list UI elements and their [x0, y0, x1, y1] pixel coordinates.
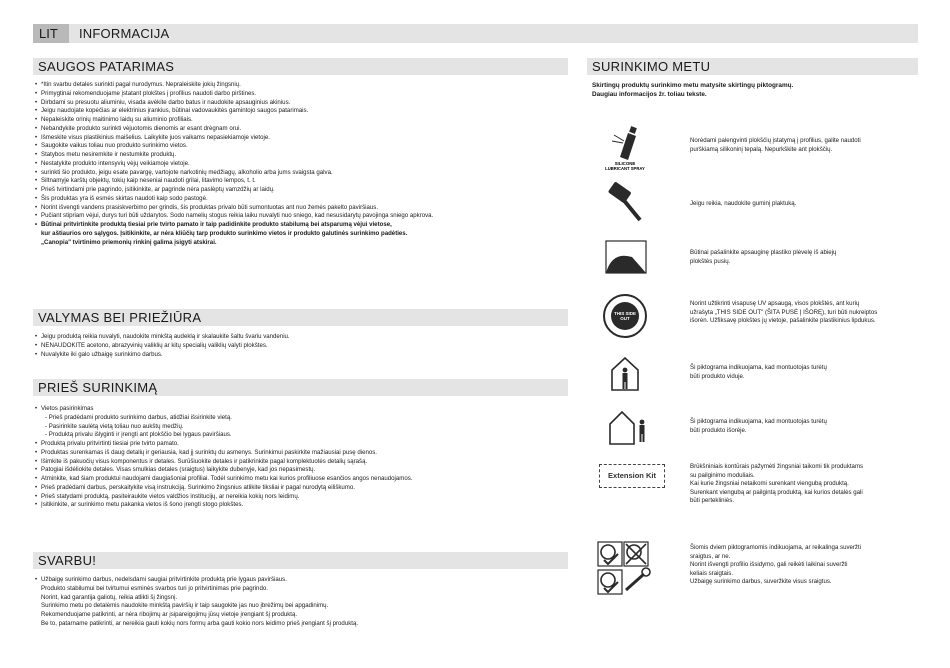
safety-item: kur aštiaurios oro sąlygos. Įsitikinkite, ar nėra kliūčių tarp produkto surinkimo vietos ir produkto galutinės surinkimo padėties.	[41, 229, 408, 237]
safety-item: • Statybos metu nesiremkite ir nestumkite produktų.	[35, 151, 433, 160]
picto-text-line: Būtinai pašalinkite apsauginę plastiko plėvelę iš abiejų	[690, 249, 837, 256]
safety-item: • Nepaleiskite orinių maitinimo laidų su aliuminio profiliais.	[35, 116, 433, 125]
cleaning-item: • NENAUDOKITE acetono, abrazyvinių valiklių ar kitų specialių valiklių valyti plokštes.	[35, 342, 290, 351]
installer-inside-icon	[594, 350, 656, 398]
before-item: • Atminkite, kad šiam produktui naudojami daugiašoniai profiliai. Todėl surinkimo metu kai kurios profiliuose esančios angos nenaudojamos.	[35, 475, 412, 484]
safety-item: • Primygtinai rekomenduojame įstatant plokštes į profilius naudoti darbo pirštines.	[35, 90, 433, 99]
important-item: Norint, kad garantija galiotų, reikia atlikti šį žingsnį.	[41, 593, 178, 601]
picto-text-line: Šiomis dviem piktogramomis indikuojama, ar reikalinga suveržti	[690, 544, 862, 551]
assembly-heading: SURINKIMO METU	[587, 58, 918, 75]
safety-item: • *Itin svarbu detales surinkti pagal nurodymus. Nepraleiskite jokių žingsnių.	[35, 81, 433, 90]
safety-item: • Dirbdami su presuotu aliuminiu, visada avėkite darbo batus ir naudokite apsauginius akinius.	[35, 99, 433, 108]
picto-text-0	[690, 137, 916, 154]
picto-text-line: būti produkto išorėje.	[690, 426, 747, 434]
picto-text-line: būti produkto viduje.	[690, 372, 745, 380]
intro-line-1: Skirtingų produktų surinkimo metu matysite skirtingų piktogramų.	[592, 82, 794, 89]
cleaning-item: • Jeigu produktą reikia nuvalyti, naudokite minkštą audeklą ir skalaukite šaltu švariu vandeniu.	[35, 333, 290, 342]
safety-heading: SAUGOS PATARIMAS	[33, 58, 568, 75]
picto-text-line: purškiamą silikoninį tepalą. Nepurkškite ant plokščių.	[690, 145, 833, 153]
picto-text-line: Norėdami palengvinti plokščių įstatymą į profilius, galite naudoti	[690, 137, 861, 144]
important-item: Rekomenduojame patikrinti, ar nėra ribojimų ar įsipareigojimų jūsų vietoje įrengiant šį produktą.	[41, 611, 298, 618]
before-item: • Įsitikinkite, ar surinkimo metu pakanka vietos iš šono įrengti stogo plokštes.	[35, 501, 412, 510]
cleaning-heading: VALYMAS BEI PRIEŽIŪRA	[33, 309, 568, 326]
safety-item: • Nebandykite produkto surinkti vėjuotomis dienomis ar esant drėgnam orui.	[35, 125, 433, 134]
picto-text-line: sraigtus, ar ne.	[690, 552, 731, 560]
important-heading: SVARBU!	[33, 552, 568, 569]
picto-text-line: Jeigu reikia, naudokite guminį plaktuką.	[690, 200, 797, 207]
language-code: LIT	[33, 24, 69, 43]
picto-text-line: plokštės pusių.	[690, 257, 731, 265]
extension-kit-label: Extension Kit	[599, 464, 665, 488]
picto-text-line: Užbaigę surinkimo darbus, suveržkite visus sraigtus.	[690, 578, 832, 586]
this-side-out-badge	[603, 294, 647, 338]
picto-text-line: Norint užtikrinti visapusę UV apsaugą, visos plokštės, ant kurių	[690, 300, 860, 307]
picto-text-line: su pailginimo moduliais.	[690, 471, 755, 479]
picto-text-line: Brūkšniniais kontūrais pažymėti žingsniai taikomi tik produktams	[690, 463, 864, 470]
page-title: INFORMACIJA	[79, 26, 170, 41]
safety-item: • Pučiant stipriam vėjui, durys turi būti uždarytos. Sodo namelių stogus reikia laiku nuvalyti nuo sniego, kad nesusidarytų pavojinga sniego apkrova.	[35, 212, 433, 221]
safety-item: • Būtinai pritvirtinkite produktą tiesiai prie tvirto pamato ir taip padidinkite produkto stabilumą bei atsparumą vėjui vietose,	[35, 221, 433, 230]
silicone-label-1: SILICONE	[614, 161, 636, 166]
picto-text-line: išorėn. Užfiksavę plokštes jų vietoje, pašalinkite plastikinius lipdukus.	[690, 317, 876, 325]
picto-text-line: keliais sraigtais.	[690, 569, 734, 577]
silicone-label-2: LUBRICANT SPRAY	[605, 166, 645, 171]
safety-item: • Siltnamyje karštų objektų, tokių kaip neseniai naudoti grilai, litavimo lempos, t. t.	[35, 177, 433, 186]
picto-text-line: Surenkant viengubą ar pailgintą produktą, kai kurios detalės gali	[690, 488, 863, 496]
safety-item: • Norint išvengti vandens prasiskverbimo per grindis, šis produktas privalo būti sumontuotas ant nuo žemės pakelto paviršiaus.	[35, 204, 433, 213]
before-item: - Pasirinkite saulėtą vietą toliau nuo aukštų medžių.	[45, 422, 184, 430]
picto-text-4	[690, 364, 916, 381]
safety-item: • Šis produktas yra iš esmės skirtas naudoti kaip sodo pastogė.	[35, 195, 433, 204]
safety-item: • Nestatykite produkto intensyvių vėjų veikiamoje vietoje.	[35, 160, 433, 169]
picto-text-line: užrašyta „THIS SIDE OUT" (ŠITA PUSĖ Į IŠORĘ), turi būti nukreiptos	[690, 308, 878, 316]
picto-text-5	[690, 418, 916, 435]
extension-kit-icon	[594, 458, 674, 506]
screw-tighten-icon	[594, 538, 664, 608]
picto-text-3	[690, 300, 916, 326]
before-item: • Prieš pradėdami darbus, perskaitykite visą instrukciją. Surinkimo žingsnius atlikite tiksliai ir pagal nurodytą eiliškumo.	[35, 484, 412, 493]
safety-item: • Prieš tvirtindami prie pagrindo, įsitikinkite, ar pagrinde nėra paslėptų vamzdžių ar laidų.	[35, 186, 433, 195]
before-item: • Produktą privalu pritvirtinti tiesiai prie tvirto pamato.	[35, 440, 412, 449]
picto-text-line: Ši piktograma indikuojama, kad montuotojas turėtų	[690, 418, 827, 425]
important-item: Surinkimo metu po detalėmis naudokite minkštą paviršių ir taip saugokite jas nuo įbrėžimų bei apgadinimų.	[41, 602, 329, 610]
picto-text-line: būti pertekliniės.	[690, 497, 735, 505]
intro-line-2: Daugiau informacijos žr. toliau tekste.	[592, 91, 707, 98]
top-bar	[33, 24, 918, 43]
before-heading: PRIEŠ SURINKIMĄ	[33, 379, 568, 396]
assembly-intro	[592, 81, 912, 99]
picto-text-line: Norint išvengti profilio išsidymo, gali reikėti laikinai suveržti	[690, 561, 848, 569]
picto-text-line: Ši piktograma indikuojama, kad montuotojas turėtų	[690, 364, 827, 371]
important-item: Produkto stabilumui bei tvirtumui esminės svarbos turi jo pritvirtinimas prie pagrindo.	[41, 584, 268, 592]
important-item: • Užbaigę surinkimo darbus, nedelsdami saugiai pritvirtinkite produktą prie lygaus paviršiaus.	[35, 576, 358, 585]
safety-item: • Išmeskite visus plastikinius maišelius. Laikykite juos vaikams nepasiekiamoje vietoje.	[35, 134, 433, 143]
safety-item: „Canopia" tvirtinimo priemonių rinkinį galima įsigyti atskirai.	[41, 238, 217, 246]
installer-outside-icon	[594, 404, 656, 452]
silicone-spray-icon	[594, 123, 656, 171]
before-list	[35, 405, 412, 510]
important-list	[35, 576, 358, 629]
before-item: • Patogiai išdėliokite detales. Visas smulkias detales (sraigtus) laikykite dubenyje, kad jos nepasimestų.	[35, 466, 412, 475]
before-item: - Produktą privalu išlyginti ir įrengti ant plokščio bei lygaus paviršiaus.	[45, 431, 232, 439]
picto-text-2	[690, 249, 916, 266]
before-item: • Vietos pasirinkimas	[35, 405, 412, 414]
picto-text-7	[690, 544, 916, 587]
this-side-out-label: THIS SIDE OUT	[611, 302, 639, 330]
safety-item: • Jeigu naudojate kopėčias ar elektrinius įrankius, būtinai vadovaukitės gamintojo saugos patarimais.	[35, 107, 433, 116]
rubber-mallet-icon	[594, 180, 656, 228]
safety-item: • Saugokite vaikus toliau nuo produkto surinkimo vietos.	[35, 142, 433, 151]
protective-film-icon	[594, 237, 656, 285]
picto-text-line: Kai kurie žingsniai netaikomi surenkant viengubą produktą.	[690, 480, 849, 488]
picto-text-1	[690, 200, 916, 209]
safety-list	[35, 81, 433, 247]
cleaning-list	[35, 333, 290, 359]
important-item: Be to, patarname patikrinti, ar nereikia gauti kokių nors formų arba gauti kokio nors leidimo prieš įrengiant šį produktą.	[41, 619, 359, 627]
before-item: • Išimkite iš pakuočių visus komponentus ir detales. Surūšiuokite detales ir patikrinkite pagal komplektuotės detalių sąrašą.	[35, 458, 412, 467]
before-item: • Prieš statydami produktą, pasiteiraukite vietos valdžios institucijų, ar nereikia kokių nors leidimų.	[35, 493, 412, 502]
cleaning-item: • Nuvalykite iki galo užbaigę surinkimo darbus.	[35, 351, 290, 360]
safety-item: • surinkti šio produkto, jeigu esate pavargę, vartojote narkotinių medžiagų, alkoholio arba jums svaigsta galva.	[35, 169, 433, 178]
picto-text-6	[690, 463, 916, 506]
this-side-out-icon	[594, 294, 656, 342]
before-item: - Prieš pradėdami produkto surinkimo darbus, atidžiai išsirinkite vietą.	[45, 413, 232, 421]
before-item: • Produktas surenkamas iš daug detalių ir geriausia, kad jį surinktų du asmenys. Surinkimui paskirkite mažiausiai pusę dienos.	[35, 449, 412, 458]
